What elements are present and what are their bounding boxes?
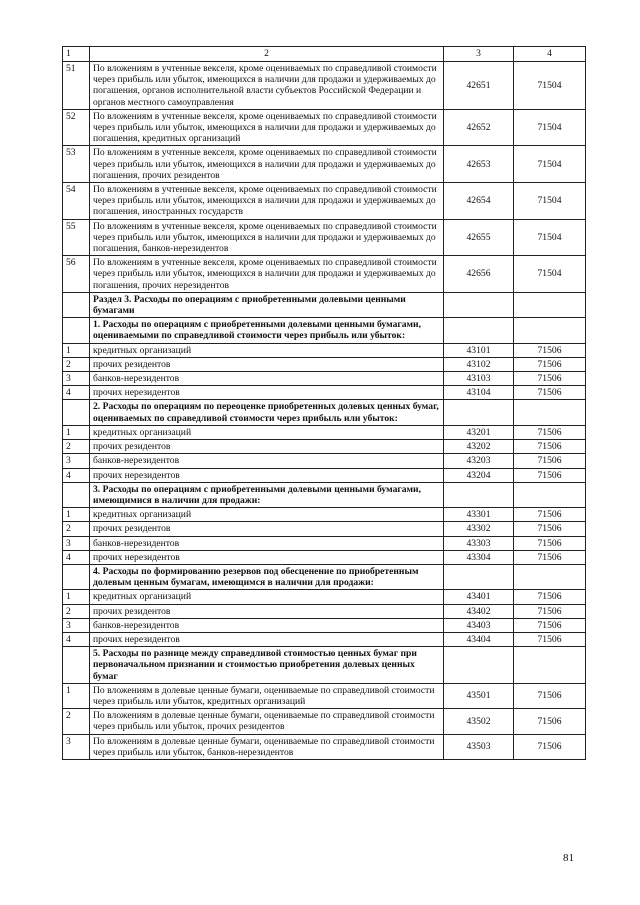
- header-col-3: 3: [444, 47, 514, 62]
- row-number: 4: [63, 632, 90, 646]
- row-code: 43204: [444, 468, 514, 482]
- row-code: 42654: [444, 183, 514, 220]
- subsection-header-row: [63, 318, 586, 343]
- row-account: 71506: [514, 632, 586, 646]
- row-code: 43304: [444, 550, 514, 564]
- row-description: прочих нерезидентов: [90, 550, 444, 564]
- row-code: 42651: [444, 62, 514, 110]
- page-number: 81: [563, 852, 574, 864]
- row-description: По вложениям в долевые ценные бумаги, оцениваемые по справедливой стоимости через прибыль или убыток, прочих резидентов: [90, 709, 444, 734]
- row-account: 71506: [514, 536, 586, 550]
- subsection-header-row: [63, 564, 586, 589]
- row-code: 43102: [444, 357, 514, 371]
- row-code: 42652: [444, 109, 514, 146]
- row-code: 43202: [444, 440, 514, 454]
- row-number: 53: [63, 146, 90, 183]
- row-code: [444, 647, 514, 684]
- row-account: 71504: [514, 219, 586, 256]
- row-account: 71506: [514, 709, 586, 734]
- row-number: 2: [63, 440, 90, 454]
- row-code: [444, 564, 514, 589]
- row-description: 5. Расходы по разнице между справедливой стоимостью ценных бумаг при первоначальном признании и стоимостью приобретения долевых ценных бумаг: [90, 647, 444, 684]
- row-number: 1: [63, 590, 90, 604]
- row-code: 43104: [444, 386, 514, 400]
- row-account: [514, 318, 586, 343]
- row-description: банков-нерезидентов: [90, 454, 444, 468]
- row-code: 43401: [444, 590, 514, 604]
- row-description: По вложениям в учтенные векселя, кроме оцениваемых по справедливой стоимости через прибыль или убыток, имеющихся в наличии для продажи и удерживаемых до погашения, прочих нерезидентов: [90, 256, 444, 293]
- row-account: [514, 292, 586, 317]
- row-description: прочих нерезидентов: [90, 632, 444, 646]
- row-account: [514, 647, 586, 684]
- row-description: прочих резидентов: [90, 357, 444, 371]
- row-account: 71506: [514, 440, 586, 454]
- row-number: 2: [63, 357, 90, 371]
- row-description: По вложениям в учтенные векселя, кроме оцениваемых по справедливой стоимости через прибыль или убыток, имеющихся в наличии для продажи и удерживаемых до погашения, прочих резидентов: [90, 146, 444, 183]
- row-code: 43303: [444, 536, 514, 550]
- header-col-2: 2: [90, 47, 444, 62]
- row-code: 43203: [444, 454, 514, 468]
- row-account: [514, 400, 586, 425]
- row-number: 55: [63, 219, 90, 256]
- row-account: [514, 564, 586, 589]
- row-description: 4. Расходы по формированию резервов под обесценение по приобретенным долевым ценным бумагам, имеющимся в наличии для продажи:: [90, 564, 444, 589]
- row-number: 3: [63, 618, 90, 632]
- table-row: [63, 618, 586, 632]
- table-row: [63, 440, 586, 454]
- table-row: [63, 508, 586, 522]
- row-description: По вложениям в учтенные векселя, кроме оцениваемых по справедливой стоимости через прибыль или убыток, имеющихся в наличии для продажи и удерживаемых до погашения, органов исполнительной власти субъектов Российской Федерации и органов местного самоуправления: [90, 62, 444, 110]
- row-account: 71504: [514, 62, 586, 110]
- row-account: [514, 482, 586, 507]
- table-row: [63, 734, 586, 759]
- table-row: [63, 183, 586, 220]
- row-number: 3: [63, 372, 90, 386]
- row-code: 42655: [444, 219, 514, 256]
- table-row: [63, 454, 586, 468]
- row-account: 71506: [514, 508, 586, 522]
- row-number: 1: [63, 508, 90, 522]
- row-code: 42653: [444, 146, 514, 183]
- row-code: 43301: [444, 508, 514, 522]
- table-row: [63, 343, 586, 357]
- header-col-1: 1: [63, 47, 90, 62]
- table-row: [63, 590, 586, 604]
- table-row: [63, 683, 586, 708]
- row-description: прочих нерезидентов: [90, 386, 444, 400]
- row-description: кредитных организаций: [90, 425, 444, 439]
- table-row: [63, 386, 586, 400]
- row-description: По вложениям в учтенные векселя, кроме оцениваемых по справедливой стоимости через прибыль или убыток, имеющихся в наличии для продажи и удерживаемых до погашения, кредитных организаций: [90, 109, 444, 146]
- row-code: 43103: [444, 372, 514, 386]
- row-account: 71506: [514, 522, 586, 536]
- table-row: [63, 468, 586, 482]
- row-description: кредитных организаций: [90, 343, 444, 357]
- row-number: 2: [63, 709, 90, 734]
- table-row: [63, 109, 586, 146]
- row-description: банков-нерезидентов: [90, 536, 444, 550]
- row-number: [63, 482, 90, 507]
- row-description: По вложениям в учтенные векселя, кроме оцениваемых по справедливой стоимости через прибыль или убыток, имеющихся в наличии для продажи и удерживаемых до погашения, иностранных государств: [90, 183, 444, 220]
- row-code: 43503: [444, 734, 514, 759]
- row-number: 3: [63, 536, 90, 550]
- row-description: 1. Расходы по операциям с приобретенными долевыми ценными бумагами, оцениваемыми по справедливой стоимости через прибыль или убыток:: [90, 318, 444, 343]
- row-number: [63, 292, 90, 317]
- row-code: 42656: [444, 256, 514, 293]
- table-row: [63, 62, 586, 110]
- table-row: [63, 146, 586, 183]
- row-account: 71506: [514, 468, 586, 482]
- row-account: 71504: [514, 146, 586, 183]
- table-row: [63, 522, 586, 536]
- row-description: кредитных организаций: [90, 508, 444, 522]
- row-account: 71506: [514, 357, 586, 371]
- row-account: 71506: [514, 343, 586, 357]
- table-row: [63, 425, 586, 439]
- table-row: [63, 632, 586, 646]
- row-description: 3. Расходы по операциям с приобретенными долевыми ценными бумагами, имеющимися в наличии для продажи:: [90, 482, 444, 507]
- row-description: По вложениям в долевые ценные бумаги, оцениваемые по справедливой стоимости через прибыль или убыток, кредитных организаций: [90, 683, 444, 708]
- row-number: 2: [63, 604, 90, 618]
- row-code: 43502: [444, 709, 514, 734]
- table-row: [63, 372, 586, 386]
- table-row: [63, 709, 586, 734]
- row-number: [63, 318, 90, 343]
- row-account: 71506: [514, 590, 586, 604]
- row-number: 3: [63, 734, 90, 759]
- row-account: 71506: [514, 734, 586, 759]
- row-description: 2. Расходы по операциям по переоценке приобретенных долевых ценных бумаг, оцениваемых по справедливой стоимости через прибыль или убыток:: [90, 400, 444, 425]
- row-account: 71506: [514, 454, 586, 468]
- subsection-header-row: [63, 482, 586, 507]
- row-code: [444, 482, 514, 507]
- row-code: 43403: [444, 618, 514, 632]
- row-code: 43402: [444, 604, 514, 618]
- row-account: 71506: [514, 550, 586, 564]
- row-code: 43404: [444, 632, 514, 646]
- row-description: Раздел 3. Расходы по операциям с приобретенными долевыми ценными бумагами: [90, 292, 444, 317]
- section-header-row: [63, 292, 586, 317]
- table-row: [63, 357, 586, 371]
- row-code: 43302: [444, 522, 514, 536]
- row-description: банков-нерезидентов: [90, 372, 444, 386]
- row-number: 4: [63, 550, 90, 564]
- table-row: [63, 550, 586, 564]
- row-code: 43101: [444, 343, 514, 357]
- row-description: банков-нерезидентов: [90, 618, 444, 632]
- row-account: 71504: [514, 109, 586, 146]
- subsection-header-row: [63, 400, 586, 425]
- row-code: 43501: [444, 683, 514, 708]
- row-description: По вложениям в учтенные векселя, кроме оцениваемых по справедливой стоимости через прибыль или убыток, имеющихся в наличии для продажи и удерживаемых до погашения, банков-нерезидентов: [90, 219, 444, 256]
- row-account: 71504: [514, 256, 586, 293]
- row-code: [444, 400, 514, 425]
- table-row: [63, 219, 586, 256]
- row-number: 52: [63, 109, 90, 146]
- table-row: [63, 536, 586, 550]
- row-account: 71506: [514, 683, 586, 708]
- row-account: 71504: [514, 183, 586, 220]
- row-code: [444, 292, 514, 317]
- row-number: 2: [63, 522, 90, 536]
- row-number: 1: [63, 343, 90, 357]
- row-code: 43201: [444, 425, 514, 439]
- row-description: прочих резидентов: [90, 440, 444, 454]
- header-col-4: 4: [514, 47, 586, 62]
- row-number: 1: [63, 683, 90, 708]
- row-account: 71506: [514, 425, 586, 439]
- row-number: 1: [63, 425, 90, 439]
- table-row: [63, 604, 586, 618]
- row-number: 51: [63, 62, 90, 110]
- subsection-header-row: [63, 647, 586, 684]
- accounts-table: [62, 46, 586, 760]
- row-number: 54: [63, 183, 90, 220]
- row-description: прочих резидентов: [90, 604, 444, 618]
- row-account: 71506: [514, 372, 586, 386]
- row-account: 71506: [514, 386, 586, 400]
- row-number: [63, 647, 90, 684]
- row-description: кредитных организаций: [90, 590, 444, 604]
- row-number: [63, 400, 90, 425]
- row-number: 4: [63, 468, 90, 482]
- row-description: прочих нерезидентов: [90, 468, 444, 482]
- row-account: 71506: [514, 604, 586, 618]
- row-number: 3: [63, 454, 90, 468]
- row-code: [444, 318, 514, 343]
- table-row: [63, 256, 586, 293]
- row-number: 4: [63, 386, 90, 400]
- table-header-row: [63, 47, 586, 62]
- row-account: 71506: [514, 618, 586, 632]
- row-description: По вложениям в долевые ценные бумаги, оцениваемые по справедливой стоимости через прибыль или убыток, банков-нерезидентов: [90, 734, 444, 759]
- row-number: 56: [63, 256, 90, 293]
- row-number: [63, 564, 90, 589]
- row-description: прочих резидентов: [90, 522, 444, 536]
